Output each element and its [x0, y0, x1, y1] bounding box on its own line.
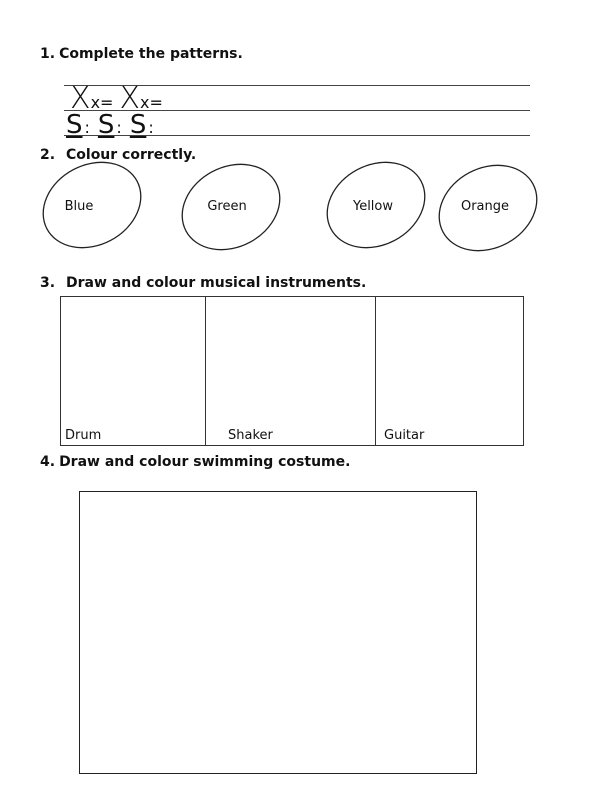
pattern-small-x-2: x [140, 93, 150, 112]
pattern-colon-1: : [84, 118, 90, 137]
oval-label-orange: Orange [460, 199, 510, 214]
pattern-row-s [66, 112, 162, 138]
question-1-heading [40, 46, 243, 62]
question-3-title: Draw and colour musical instruments. [66, 275, 367, 291]
pattern-big-x-2: X [119, 81, 140, 116]
question-2-title: Colour correctly. [66, 147, 197, 163]
question-1-title: Complete the patterns. [59, 46, 243, 62]
question-4-title: Draw and colour swimming costume. [59, 454, 351, 470]
question-1-number: 1. [40, 46, 56, 62]
pattern-colon-3: : [148, 118, 154, 137]
swimming-costume-drawing-box[interactable] [79, 491, 477, 774]
question-4-number: 4. [40, 454, 56, 470]
pattern-s-1: S [66, 110, 83, 140]
pattern-equals: = [100, 93, 114, 112]
instrument-box-shaker[interactable] [206, 297, 376, 445]
oval-label-blue: Blue [64, 199, 94, 214]
pattern-equals-2: = [149, 93, 163, 112]
instrument-label-shaker: Shaker [228, 428, 273, 443]
instruments-table [60, 296, 524, 446]
pattern-small-x: x [90, 93, 101, 112]
pattern-s-3: S [129, 110, 147, 140]
instrument-label-guitar: Guitar [384, 428, 425, 443]
question-3-heading [40, 275, 366, 291]
instrument-box-drum[interactable] [61, 297, 206, 445]
oval-label-yellow: Yellow [352, 199, 394, 214]
pattern-row-x [70, 81, 163, 116]
oval-label-green: Green [207, 199, 247, 214]
question-3-number: 3. [40, 275, 56, 291]
pattern-s-2: S [97, 110, 115, 140]
pattern-big-x: X [70, 81, 91, 116]
instrument-box-guitar[interactable] [376, 297, 523, 445]
question-2-number: 2. [40, 147, 56, 163]
instrument-label-drum: Drum [65, 428, 102, 443]
pattern-colon-2: : [116, 118, 122, 137]
question-4-heading [40, 454, 350, 470]
